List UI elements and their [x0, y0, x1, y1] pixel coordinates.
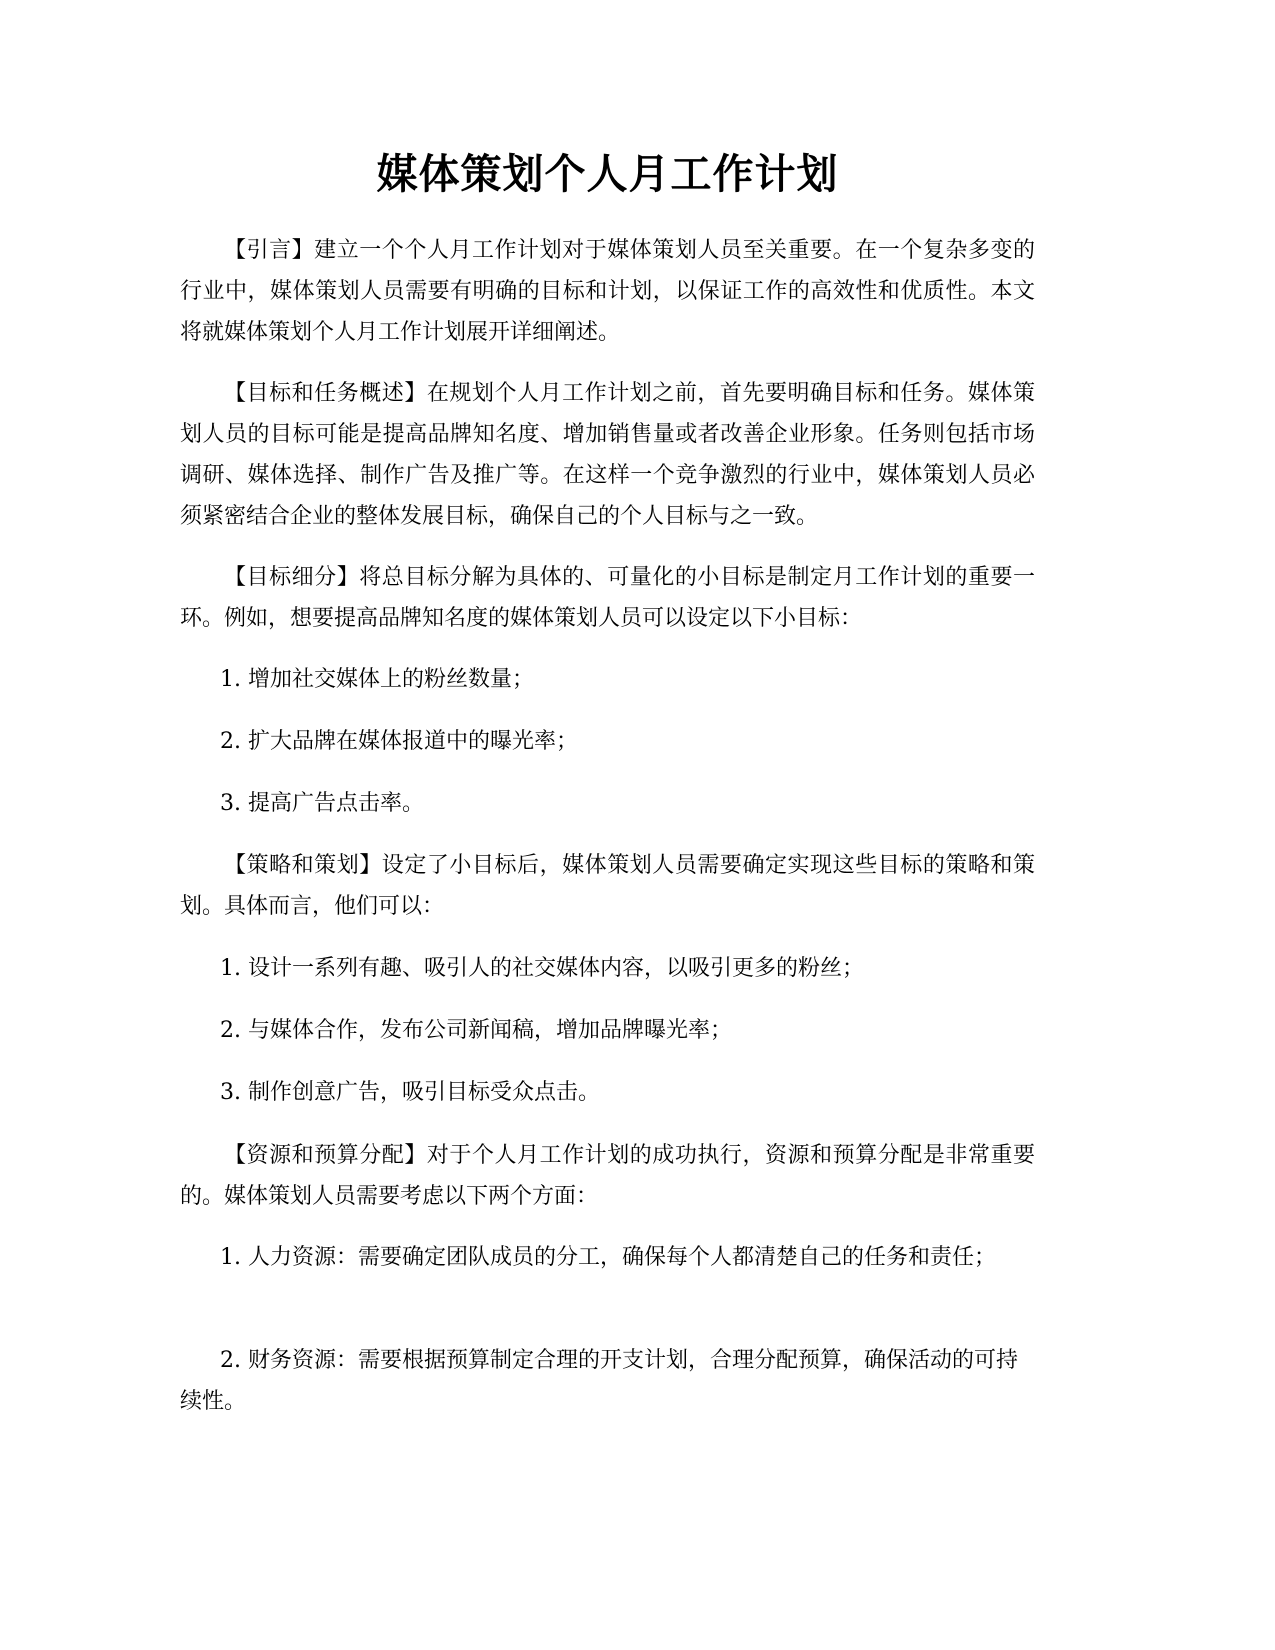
strategy-item-1: 1. 设计一系列有趣、吸引人的社交媒体内容，以吸引更多的粉丝；	[220, 956, 864, 981]
goals-overview-paragraph: 【目标和任务概述】在规划个人月工作计划之前，首先要明确目标和任务。媒体策划人员的目标可能是提高品牌知名度、增加销售量或者改善企业形象。任务则包括市场调研、媒体选择、制作广告及推广等。在这样一个竞争激烈的行业中，媒体策划人员必须紧密结合企业的整体发展目标，确保自己的个人目标与之一致。	[180, 381, 1035, 529]
document-title: 媒体策划个人月工作计划	[376, 150, 839, 198]
strategy-item-3: 3. 制作创意广告，吸引目标受众点击。	[220, 1080, 600, 1105]
goal-breakdown-item-2: 2. 扩大品牌在媒体报道中的曝光率；	[220, 729, 578, 754]
strategy-item-2: 2. 与媒体合作，发布公司新闻稿，增加品牌曝光率；	[220, 1018, 732, 1043]
intro-paragraph: 【引言】建立一个个人月工作计划对于媒体策划人员至关重要。在一个复杂多变的行业中，媒体策划人员需要有明确的目标和计划，以保证工作的高效性和优质性。本文将就媒体策划个人月工作计划展开详细阐述。	[180, 238, 1035, 345]
resources-item-1: 1. 人力资源：需要确定团队成员的分工，确保每个人都清楚自己的任务和责任；	[220, 1245, 996, 1270]
resources-item-2: 2. 财务资源：需要根据预算制定合理的开支计划，合理分配预算，确保活动的可持续性。	[180, 1348, 1018, 1414]
goal-breakdown-item-1: 1. 增加社交媒体上的粉丝数量；	[220, 667, 534, 692]
document-page	[180, 0, 1035, 1650]
strategy-paragraph: 【策略和策划】设定了小目标后，媒体策划人员需要确定实现这些目标的策略和策划。具体而言，他们可以：	[180, 853, 1035, 919]
goal-breakdown-item-3: 3. 提高广告点击率。	[220, 791, 424, 816]
goal-breakdown-paragraph: 【目标细分】将总目标分解为具体的、可量化的小目标是制定月工作计划的重要一环。例如，想要提高品牌知名度的媒体策划人员可以设定以下小目标：	[180, 565, 1035, 631]
resources-paragraph: 【资源和预算分配】对于个人月工作计划的成功执行，资源和预算分配是非常重要的。媒体策划人员需要考虑以下两个方面：	[180, 1143, 1035, 1209]
